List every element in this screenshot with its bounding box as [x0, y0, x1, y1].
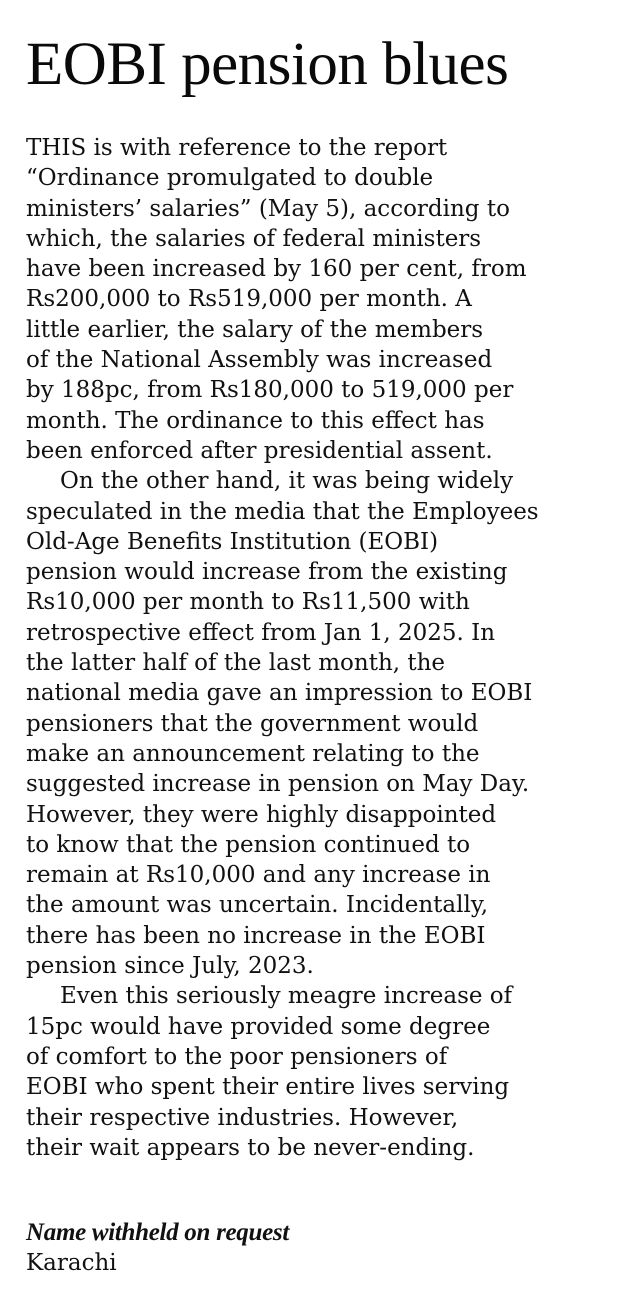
body-line: suggested increase in pension on May Day.: [26, 771, 530, 798]
body-line: On the other hand, it was being widely: [60, 468, 514, 495]
letter-body: [26, 133, 626, 1163]
body-line: EOBI who spent their entire lives serving: [26, 1074, 510, 1101]
headline: EOBI pension blues: [26, 31, 509, 98]
body-line: Rs200,000 to Rs519,000 per month. A: [26, 286, 472, 313]
body-line: “Ordinance promulgated to double: [26, 165, 434, 192]
body-line: to know that the pension continued to: [26, 831, 471, 858]
body-line: their wait appears to be never-ending.: [26, 1134, 475, 1161]
body-line: of the National Assembly was increased: [26, 347, 493, 374]
body-line: remain at Rs10,000 and any increase in: [26, 862, 491, 889]
body-line: the amount was uncertain. Incidentally,: [26, 892, 489, 919]
body-line: pension since July, 2023.: [26, 953, 314, 980]
body-line: month. The ordinance to this effect has: [26, 407, 485, 434]
body-line: speculated in the media that the Employees: [26, 498, 539, 525]
body-line: their respective industries. However,: [26, 1104, 459, 1131]
body-line: Even this seriously meagre increase of: [60, 983, 513, 1010]
body-line: there has been no increase in the EOBI: [26, 922, 486, 949]
body-line: which, the salaries of federal ministers: [26, 225, 482, 252]
body-line: 15pc would have provided some degree: [26, 1013, 491, 1040]
signature-block: [26, 1218, 626, 1278]
body-line: by 188pc, from Rs180,000 to 519,000 per: [26, 377, 514, 404]
body-line: Old-Age Benefits Institution (EOBI): [26, 528, 439, 555]
body-line: retrospective effect from Jan 1, 2025. In: [26, 619, 496, 646]
body-line: national media gave an impression to EOBI: [26, 680, 533, 707]
body-line: the latter half of the last month, the: [26, 650, 446, 677]
author-name: Name withheld on request: [26, 1219, 289, 1246]
author-city: Karachi: [26, 1250, 117, 1276]
body-line: pensioners that the government would: [26, 710, 479, 737]
body-line: little earlier, the salary of the members: [26, 316, 484, 343]
body-line: pension would increase from the existing: [26, 559, 508, 586]
body-line: been enforced after presidential assent.: [26, 437, 493, 464]
body-line: Rs10,000 per month to Rs11,500 with: [26, 589, 470, 616]
body-line: make an announcement relating to the: [26, 740, 480, 767]
body-line: THIS is with reference to the report: [26, 135, 448, 161]
body-line: ministers’ salaries” (May 5), according to: [26, 195, 510, 222]
body-line: However, they were highly disappointed: [26, 801, 497, 828]
body-line: have been increased by 160 per cent, from: [26, 256, 527, 283]
body-line: of comfort to the poor pensioners of: [26, 1043, 448, 1070]
